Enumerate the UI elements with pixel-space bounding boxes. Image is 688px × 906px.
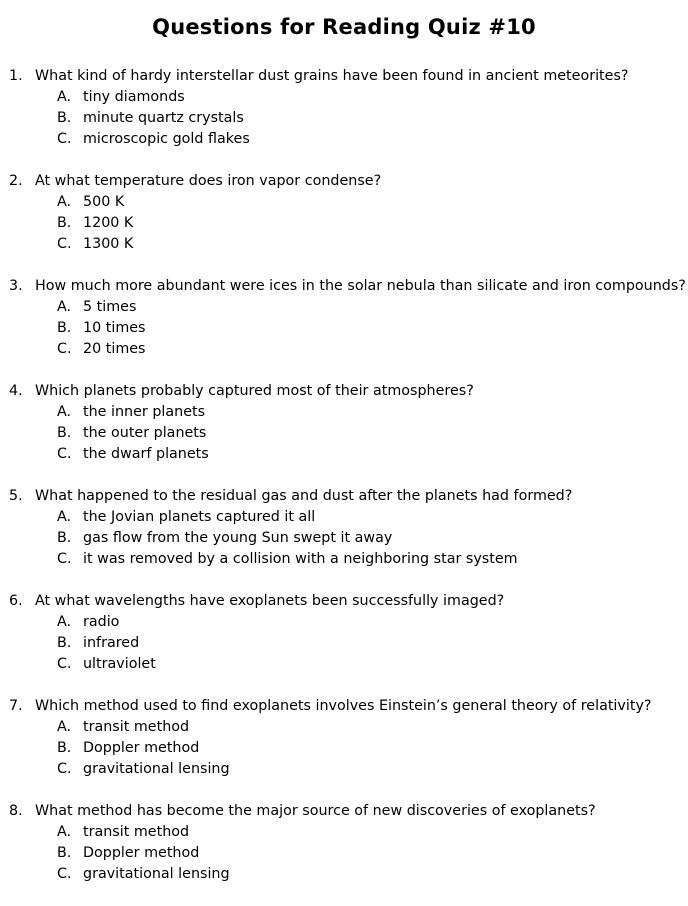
question-text: Which method used to find exoplanets involves Einstein’s general theory of relativity? xyxy=(35,698,652,714)
choice-text: the dwarf planets xyxy=(83,446,209,462)
choice-letter: B. xyxy=(57,845,72,861)
choice-text: the outer planets xyxy=(83,425,207,441)
choice-text: radio xyxy=(83,614,120,630)
question-5-choice-b xyxy=(57,528,392,549)
choice-letter: B. xyxy=(57,425,72,441)
question-text: How much more abundant were ices in the solar nebula than silicate and iron compounds? xyxy=(35,278,686,294)
choice-text: 10 times xyxy=(83,320,146,336)
question-2-choice-c xyxy=(57,234,133,255)
choice-letter: B. xyxy=(57,530,72,546)
question-4-choice-c xyxy=(57,444,209,465)
choice-text: 1200 K xyxy=(83,215,134,231)
choice-letter: C. xyxy=(57,656,72,672)
choice-letter: A. xyxy=(57,89,72,105)
question-3-choice-b xyxy=(57,318,146,339)
question-4-line xyxy=(9,381,474,402)
question-4-choice-a xyxy=(57,402,205,423)
choice-letter: C. xyxy=(57,341,72,357)
question-3-choice-c xyxy=(57,339,146,360)
question-6-choice-c xyxy=(57,654,156,675)
choice-text: infrared xyxy=(83,635,140,651)
choice-text: 1300 K xyxy=(83,236,134,252)
question-2-line xyxy=(9,171,381,192)
choice-letter: A. xyxy=(57,824,72,840)
question-8-choice-c xyxy=(57,864,230,885)
choice-letter: A. xyxy=(57,299,72,315)
question-2 xyxy=(0,171,688,276)
question-text: At what temperature does iron vapor condense? xyxy=(35,173,382,189)
question-number: 5. xyxy=(9,488,23,504)
question-text: What method has become the major source of new discoveries of exoplanets? xyxy=(35,803,596,819)
question-8-choice-a xyxy=(57,822,189,843)
question-7-choice-b xyxy=(57,738,199,759)
choice-text: gas flow from the young Sun swept it away xyxy=(83,530,393,546)
question-7 xyxy=(0,696,688,801)
question-number: 2. xyxy=(9,173,23,189)
choice-letter: A. xyxy=(57,719,72,735)
quiz-question-list xyxy=(0,66,688,906)
question-2-choice-b xyxy=(57,213,133,234)
choice-letter: C. xyxy=(57,131,72,147)
question-8 xyxy=(0,801,688,906)
choice-text: transit method xyxy=(83,824,190,840)
choice-letter: C. xyxy=(57,866,72,882)
question-number: 6. xyxy=(9,593,23,609)
choice-text: minute quartz crystals xyxy=(83,110,244,126)
choice-text: 20 times xyxy=(83,341,146,357)
question-6-choice-a xyxy=(57,612,119,633)
question-5-choice-a xyxy=(57,507,315,528)
question-number: 8. xyxy=(9,803,23,819)
question-3 xyxy=(0,276,688,381)
question-8-line xyxy=(9,801,596,822)
question-1-choice-c xyxy=(57,129,250,150)
choice-letter: B. xyxy=(57,635,72,651)
choice-text: 5 times xyxy=(83,299,137,315)
choice-letter: A. xyxy=(57,509,72,525)
choice-letter: B. xyxy=(57,215,72,231)
question-1-choice-a xyxy=(57,87,185,108)
question-5-line xyxy=(9,486,572,507)
question-7-line xyxy=(9,696,652,717)
question-8-choice-b xyxy=(57,843,199,864)
question-2-choice-a xyxy=(57,192,124,213)
question-number: 1. xyxy=(9,68,23,84)
choice-letter: C. xyxy=(57,446,72,462)
choice-text: tiny diamonds xyxy=(83,89,185,105)
choice-letter: C. xyxy=(57,551,72,567)
choice-text: ultraviolet xyxy=(83,656,156,672)
question-6-choice-b xyxy=(57,633,139,654)
question-1-line xyxy=(9,66,628,87)
choice-text: Doppler method xyxy=(83,845,200,861)
choice-text: the inner planets xyxy=(83,404,206,420)
question-5-choice-c xyxy=(57,549,518,570)
question-6 xyxy=(0,591,688,696)
choice-letter: C. xyxy=(57,761,72,777)
choice-text: microscopic gold flakes xyxy=(83,131,250,147)
question-3-line xyxy=(9,276,686,297)
question-text: What kind of hardy interstellar dust grains have been found in ancient meteorites? xyxy=(35,68,629,84)
choice-letter: B. xyxy=(57,740,72,756)
choice-letter: B. xyxy=(57,320,72,336)
question-number: 4. xyxy=(9,383,23,399)
question-text: Which planets probably captured most of their atmospheres? xyxy=(35,383,474,399)
choice-letter: A. xyxy=(57,614,72,630)
question-text: At what wavelengths have exoplanets been successfully imaged? xyxy=(35,593,505,609)
choice-text: Doppler method xyxy=(83,740,200,756)
page-title: Questions for Reading Quiz #10 xyxy=(152,15,536,39)
question-5 xyxy=(0,486,688,591)
question-1 xyxy=(0,66,688,171)
question-number: 7. xyxy=(9,698,23,714)
choice-text: it was removed by a collision with a neighboring star system xyxy=(83,551,518,567)
question-7-choice-a xyxy=(57,717,189,738)
choice-text: gravitational lensing xyxy=(83,866,230,882)
choice-text: 500 K xyxy=(83,194,125,210)
choice-text: transit method xyxy=(83,719,190,735)
question-4 xyxy=(0,381,688,486)
question-4-choice-b xyxy=(57,423,206,444)
choice-letter: B. xyxy=(57,110,72,126)
choice-text: the Jovian planets captured it all xyxy=(83,509,316,525)
choice-letter: A. xyxy=(57,194,72,210)
question-number: 3. xyxy=(9,278,23,294)
question-6-line xyxy=(9,591,504,612)
question-1-choice-b xyxy=(57,108,244,129)
choice-text: gravitational lensing xyxy=(83,761,230,777)
choice-letter: A. xyxy=(57,404,72,420)
choice-letter: C. xyxy=(57,236,72,252)
question-7-choice-c xyxy=(57,759,230,780)
question-3-choice-a xyxy=(57,297,136,318)
question-text: What happened to the residual gas and dust after the planets had formed? xyxy=(35,488,573,504)
